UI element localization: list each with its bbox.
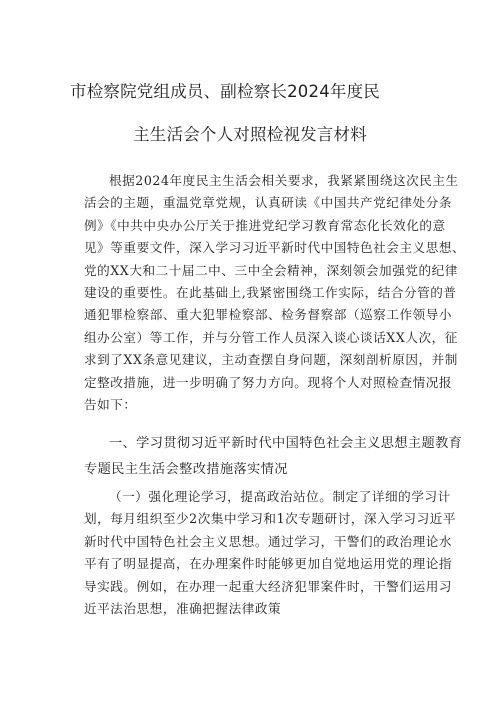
- section-line: 导实践。例如，在办理一起重大经济犯罪案件时，干警们运用习: [84, 578, 453, 594]
- intro-line: 党的XX大和二十届二中、三中全会精神，深刻领会加强党的纪律: [84, 262, 458, 278]
- intro-line: 告如下：: [84, 397, 137, 413]
- intro-paragraph: [84, 170, 466, 416]
- section-heading-line: 一、学习贯彻习近平新时代中国特色社会主义思想主题教育: [109, 436, 463, 451]
- intro-line: 通犯罪检察部、重大犯罪检察部、检务督察部（巡察工作领导小: [84, 307, 453, 323]
- intro-line: 组办公室）等工作，并与分管工作人员深入谈心谈话XX人次，征: [84, 329, 458, 345]
- section-line: 平有了明显提高，在办理案件时能够更加自觉地运用党的理论指: [84, 556, 453, 572]
- section-line: 新时代中国特色社会主义思想。通过学习，干警们的政治理论水: [84, 533, 453, 549]
- intro-line: 例》《中共中央办公厅关于推进党纪学习教育常态化长效化的意: [84, 217, 446, 233]
- section-heading-line: 专题民主生活会整改措施落实情况: [84, 462, 288, 477]
- intro-line: 定整改措施，进一步明确了努力方向。现将个人对照检查情况报: [84, 374, 453, 390]
- intro-line: 见》等重要文件，深入学习习近平新时代中国特色社会主义思想、: [84, 240, 466, 256]
- intro-line: 求到了XX条意见建议，主动查摆自身问题，深刻剖析原因，并制: [84, 352, 458, 368]
- intro-line: 活会的主题，重温党章党规，认真研读《中国共产党纪律处分条: [84, 195, 453, 211]
- section-line: 近平法治思想，准确把握法律政策: [84, 601, 282, 617]
- section-line: （一）强化理论学习，提高政治站位。制定了详细的学习计: [109, 489, 451, 504]
- section-line: 划，每月组织至少2次集中学习和1次专题研讨，深入学习习近平: [84, 511, 457, 527]
- document-title-line-1: 市检察院党组成员、副检察长2024年度民: [70, 82, 380, 101]
- intro-line: 建设的重要性。在此基础上,我紧密围绕工作实际，结合分管的普: [84, 285, 457, 301]
- document-title-line-2: 主生活会个人对照检视发言材料: [133, 125, 367, 144]
- section-1-heading: [84, 431, 463, 483]
- section-1-paragraph: [84, 486, 457, 620]
- intro-line: 根据2024年度民主生活会相关要求，我紧紧围绕这次民主生: [109, 173, 459, 188]
